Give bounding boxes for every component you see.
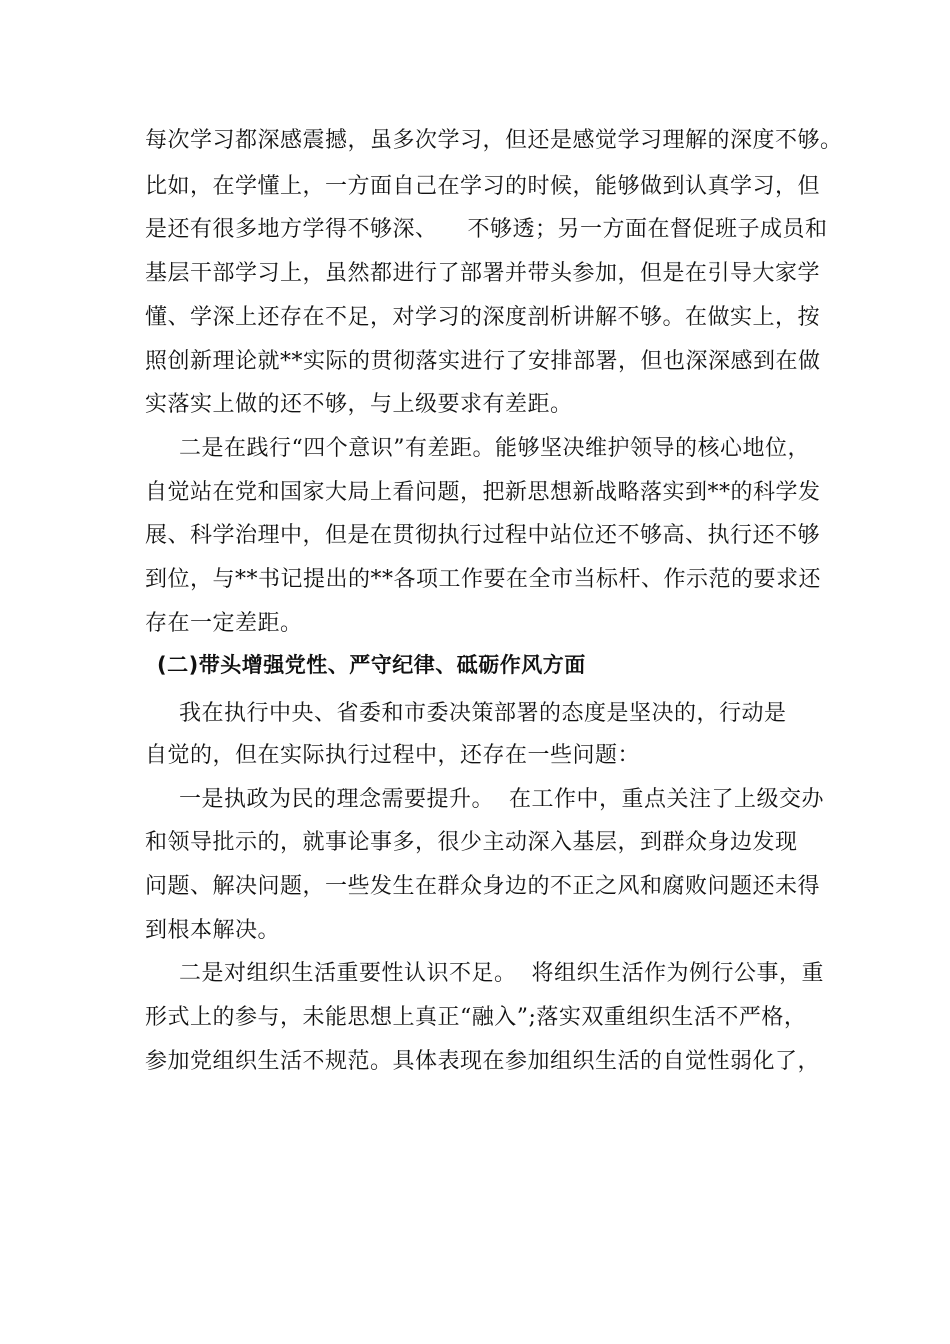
text-line: 参加党组织生活不规范。具体表现在参加组织生活的自觉性弱化了， [145, 1049, 821, 1074]
text-line: 懂、学深上还存在不足，对学习的深度剖析讲解不够。在做实上，按 [145, 305, 821, 330]
text-line: 每次学习都深感震撼，虽多次学习，但还是感觉学习理解的深度不够。 [145, 128, 843, 153]
text-line: 形式上的参与，未能思想上真正“融入”;落实双重组织生活不严格， [145, 1005, 807, 1030]
paragraph-start-line: 二是对组织生活重要性认识不足。 将组织生活作为例行公事，重 [179, 961, 824, 986]
text-line: 照创新理论就**实际的贯彻落实进行了安排部署，但也深深感到在做 [145, 349, 821, 374]
text-line: 基层干部学习上，虽然都进行了部署并带头参加，但是在引导大家学 [145, 261, 821, 286]
text-line: 是还有很多地方学得不够深、 不够透；另一方面在督促班子成员和 [145, 217, 828, 242]
text-line: 到位，与**书记提出的**各项工作要在全市当标杆、作示范的要求还 [145, 567, 822, 592]
text-line: 比如，在学懂上，一方面自己在学习的时候，能够做到认真学习，但 [145, 174, 821, 199]
section-heading: (二)带头增强党性、严守纪律、砥砺作风方面 [157, 653, 586, 677]
text-line: 自觉的，但在实际执行过程中，还存在一些问题： [145, 743, 641, 768]
paragraph-start-line: 我在执行中央、省委和市委决策部署的态度是坚决的，行动是 [179, 701, 787, 726]
text-line: 实落实上做的还不够，与上级要求有差距。 [145, 392, 573, 417]
text-line: 展、科学治理中，但是在贯彻执行过程中站位还不够高、执行还不够 [145, 523, 821, 548]
text-line: 存在一定差距。 [145, 611, 303, 636]
text-line: 问题、解决问题，一些发生在群众身边的不正之风和腐败问题还未得 [145, 874, 821, 899]
text-line: 自觉站在党和国家大局上看问题，把新思想新战略落实到**的科学发 [145, 480, 821, 505]
paragraph-start-line: 一是执政为民的理念需要提升。 在工作中，重点关注了上级交办 [179, 787, 824, 812]
paragraph-start-line: 二是在践行“四个意识”有差距。能够坚决维护领导的核心地位， [179, 436, 810, 461]
text-line: 到根本解决。 [145, 918, 281, 943]
text-line: 和领导批示的，就事论事多，很少主动深入基层，到群众身边发现 [145, 830, 798, 855]
